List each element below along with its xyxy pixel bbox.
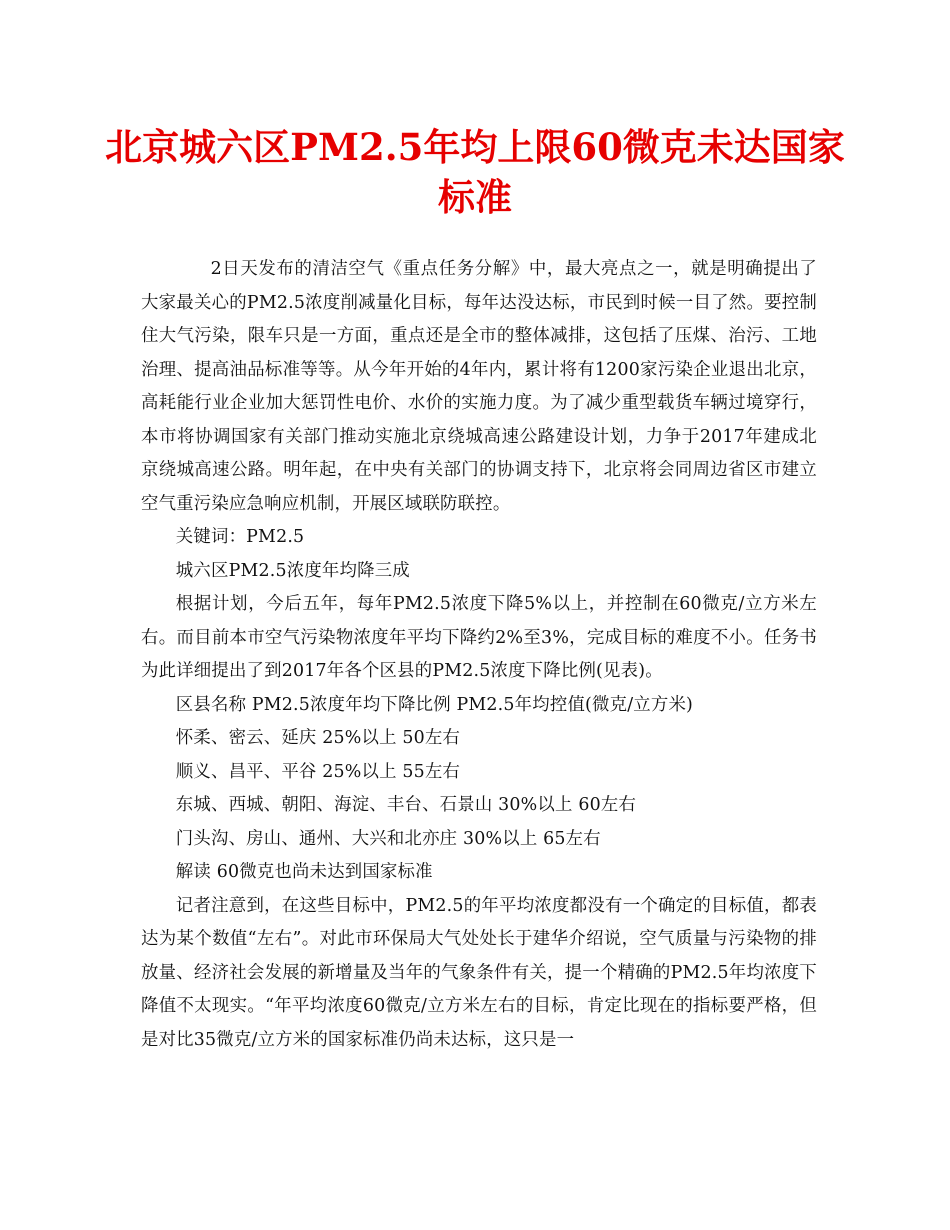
table-row-line: 怀柔、密云、延庆 25%以上 50左右 [175,728,461,748]
section-heading-interpretation: 解读 60微克也尚未达到国家标准 [175,862,433,882]
table-row-line: 东城、西城、朝阳、海淀、丰台、石景山 30%以上 60左右 [175,795,637,815]
table-row-line: 门头沟、房山、通州、大兴和北亦庄 30%以上 65左右 [175,828,601,849]
paragraph-reporter-note: 记者注意到，在这些目标中，PM2.5的年平均浓度都没有一个确定的目标值，都表达为某个数值“左右”。对此市环保局大气处处长于建华介绍说，空气质量与污染物的排放量、经济社会发展的新增量及当年的气象条件有关，提一个精确的PM2.5年均浓度下降值不太现实。“年平均浓度60微克/立方米左右的目标，肯定比现在的指标要严格，但是对比35微克/立方米的国家标准仍尚未达标，这只是一 [141,895,817,1050]
paragraph-intro: 2日天发布的清洁空气《重点任务分解》中，最大亮点之一，就是明确提出了大家最关心的PM2.5浓度削减量化目标，每年达没达标，市民到时候一目了然。要控制住大气污染，限车只是一方面，重点还是全市的整体减排，这包括了压煤、治污、工地治理、提高油品标准等等。从今年开始的4年内，累计将有1200家污染企业退出北京，高耗能行业企业加大惩罚性电价、水价的实施力度。为了减少重型载货车辆过境穿行，本市将协调国家有关部门推动实施北京绕城高速公路建设计划，力争于2017年建成北京绕城高速公路。明年起，在中央有关部门的协调支持下，北京将会同周边省区市建立空气重污染应急响应机制，开展区域联防联控。 [141,259,817,514]
section-heading-reduction: 城六区PM2.5浓度年均降三成 [175,560,410,581]
paragraph-plan: 根据计划，今后五年，每年PM2.5浓度下降5%以上，并控制在60微克/立方米左右。而目前本市空气污染物浓度年平均下降约2%至3%，完成目标的难度不小。任务书为此详细提出了到2017年各个区县的PM2.5浓度下降比例(见表)。 [141,594,817,681]
document-title: 北京城六区PM2.5年均上限60微克未达国家标准 [105,125,845,219]
paragraph-keywords: 关键词：PM2.5 [175,527,305,547]
document-body [141,253,817,1057]
table-header-line: 区县名称 PM2.5浓度年均下降比例 PM2.5年均控值(微克/立方米) [175,694,694,715]
table-row-line: 顺义、昌平、平谷 25%以上 55左右 [175,761,461,782]
